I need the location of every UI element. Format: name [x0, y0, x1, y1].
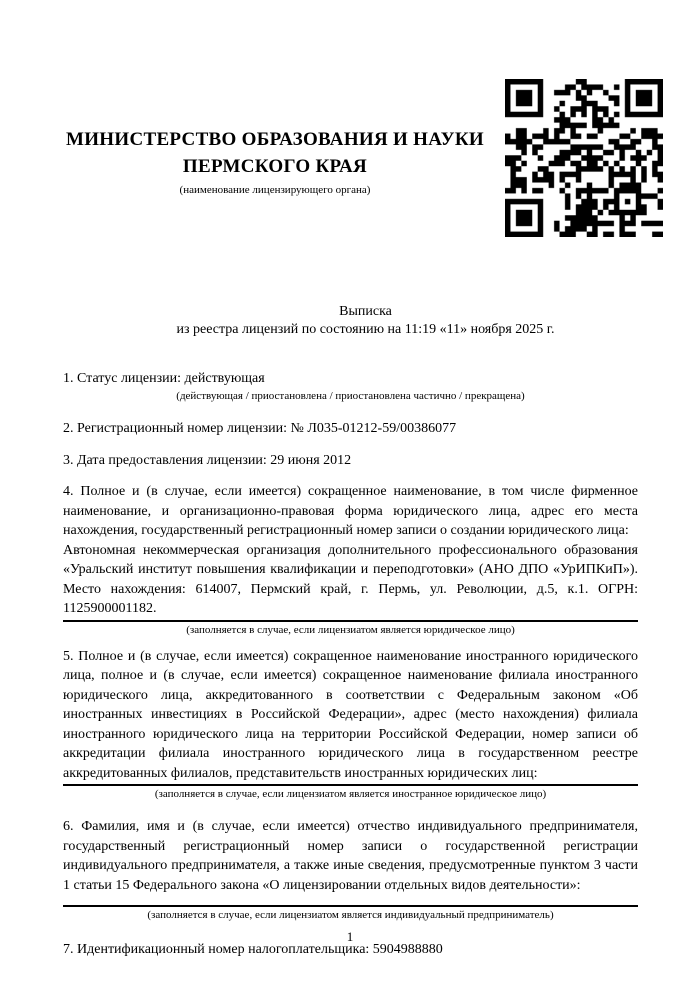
item-individual-entrepreneur-info — [63, 817, 638, 922]
ministry-name-line2: ПЕРМСКОГО КРАЯ — [182, 156, 368, 177]
legal-entity-info-caption: (заполняется в случае, если лицензиатом является юридическое лицо) — [186, 623, 515, 636]
document-title-line1: Выписка — [339, 304, 392, 319]
license-status-text: 1. Статус лицензии: действующая — [63, 371, 265, 386]
item-license-grant-date — [63, 451, 638, 470]
item-foreign-entity-info — [63, 647, 638, 802]
taxpayer-id-text: 7. Идентификационный номер налогоплательщика: 5904988880 — [63, 942, 443, 957]
item-registration-number — [63, 419, 638, 438]
legal-entity-info-label: 4. Полное и (в случае, если имеется) сокращенное наименование, в том числе фирменное наименование, и организационно-правовая форма юридического лица, адрес его места нахождения, государственный регистрационный номер записи о создании юридического лица: — [63, 484, 638, 538]
document-title-line2: из реестра лицензий по состоянию на 11:19 «11» ноября 2025 г. — [176, 322, 555, 337]
document-title — [63, 303, 638, 339]
fill-line — [63, 784, 638, 786]
ministry-name-caption: (наименование лицензирующего органа) — [179, 184, 371, 196]
qr-code — [505, 79, 663, 237]
ministry-name-line1: МИНИСТЕРСТВО ОБРАЗОВАНИЯ И НАУКИ — [65, 129, 485, 150]
item-license-status — [63, 369, 638, 403]
item-legal-entity-info — [63, 482, 638, 637]
registration-number-text: 2. Регистрационный номер лицензии: № Л035-01212-59/00386077 — [63, 421, 457, 436]
license-grant-date-text: 3. Дата предоставления лицензии: 29 июня 2012 — [63, 453, 352, 468]
legal-entity-info-value: Автономная некоммерческая организация дополнительного профессионального образования «Уральский институт повышения квалификации и переподготовки» (АНО ДПО «УрИПКиП»). Место нахождения: 614007, Пермский край, г. Пермь, ул. Революции, д.5, к.1. ОГРН: 1125900001182. — [63, 542, 638, 616]
foreign-entity-info-label: 5. Полное и (в случае, если имеется) сокращенное наименование иностранного юридического лица, полное и (в случае, если имеется) сокращенное наименование филиала иностранного юридического лица, аккредитованного в соответствии с Федеральным законом «Об иностранных инвестициях в Российской Федерации», адрес (место нахождения) филиала иностранного юридического лица на территории Российской Федерации, номер записи об аккредитации филиала иностранного юридического лица в государственном реестре аккредитованных филиалов, представительств иностранных юридических лиц: — [63, 648, 638, 781]
page-number: 1 — [346, 929, 354, 944]
individual-entrepreneur-label: 6. Фамилия, имя и (в случае, если имеется) отчество индивидуального предпринимателя, государственный регистрационный номер записи о государственной регистрации индивидуального предпринимателя, а также иные сведения, предусмотренные пунктом 3 части 1 статьи 15 Федерального закона «О лицензировании отдельных видов деятельности»: — [63, 819, 638, 893]
license-status-caption: (действующая / приостановлена / приостановлена частично / прекращена) — [176, 390, 525, 402]
individual-entrepreneur-caption: (заполняется в случае, если лицензиатом является индивидуальный предприниматель) — [147, 909, 554, 921]
licensing-authority-header — [60, 126, 490, 197]
fill-line — [63, 620, 638, 622]
fill-line — [63, 905, 638, 907]
document-body — [63, 303, 638, 959]
foreign-entity-info-caption: (заполняется в случае, если лицензиатом является иностранное юридическое лицо) — [154, 788, 547, 800]
